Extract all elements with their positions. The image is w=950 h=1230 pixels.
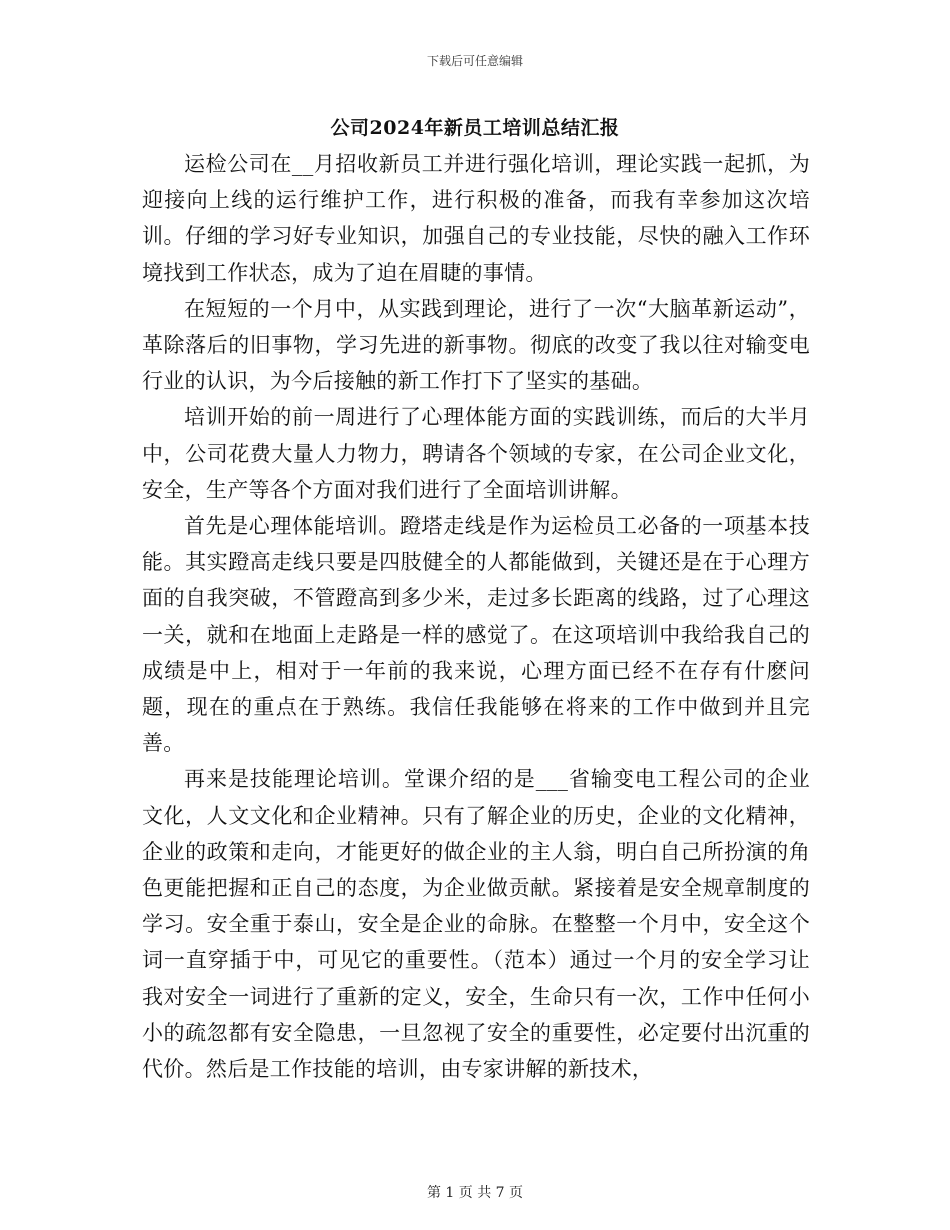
document-body [142, 146, 810, 1087]
document-title: 公司2024年新员工培训总结汇报 [330, 117, 620, 139]
paragraph-5: 再来是技能理论培训。堂课介绍的是___省输变电工程公司的企业文化，人文文化和企业精神。只有了解企业的历史，企业的文化精神，企业的政策和走向，才能更好的做企业的主人翁，明白自己所扮演的角色更能把握和正自己的态度，为企业做贡献。紧接着是安全规章制度的学习。安全重于泰山，安全是企业的命脉。在整整一个月中，安全这个词一直穿插于中，可见它的重要性。（范本）通过一个月的安全学习让我对安全一词进行了重新的定义，安全，生命只有一次，工作中任何小小的疏忽都有安全隐患，一旦忽视了安全的重要性，必定要付出沉重的代价。然后是工作技能的培训，由专家讲解的新技术， [142, 767, 810, 1082]
page-header-note: 下载后可任意编辑 [426, 54, 523, 68]
paragraph-4: 首先是心理体能培训。蹬塔走线是作为运检员工必备的一项基本技能。其实蹬高走线只要是四肢健全的人都能做到，关键还是在于心理方面的自我突破，不管蹬高到多少米，走过多长距离的线路，过了心理这一关，就和在地面上走路是一样的感觉了。在这项培训中我给我自己的成绩是中上，相对于一年前的我来说，心理方面已经不在存有什麽问题，现在的重点在于熟练。我信任我能够在将来的工作中做到并且完善。 [142, 514, 810, 756]
paragraph-3: 培训开始的前一周进行了心理体能方面的实践训练，而后的大半月中，公司花费大量人力物力，聘请各个领域的专家，在公司企业文化，安全，生产等各个方面对我们进行了全面培训讲解。 [142, 405, 810, 502]
page-number-footer: 第 1 页 共 7 页 [426, 1185, 524, 1201]
paragraph-2: 在短短的一个月中，从实践到理论，进行了一次“大脑革新运动”，革除落后的旧事物，学习先进的新事物。彻底的改变了我以往对输变电行业的认识，为今后接触的新工作打下了坚实的基础。 [142, 296, 810, 394]
paragraph-1: 运检公司在__月招收新员工并进行强化培训，理论实践一起抓，为迎接向上线的运行维护工作，进行积极的准备，而我有幸参加这次培训。仔细的学习好专业知识，加强自己的专业技能，尽快的融入工作环境找到工作状态，成为了迫在眉睫的事情。 [142, 152, 810, 285]
